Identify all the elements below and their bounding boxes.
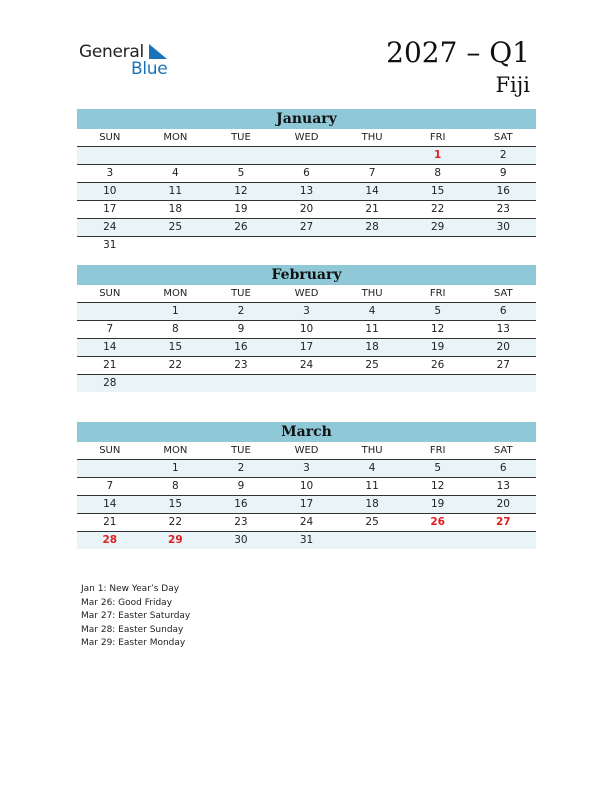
day-cell: 25 — [365, 516, 379, 528]
weekday-label: MON — [163, 288, 188, 299]
day-cell — [405, 375, 471, 392]
day-cell — [143, 147, 209, 164]
day-cell — [405, 237, 471, 254]
day-cell — [470, 532, 536, 549]
weekday-label: WED — [294, 288, 319, 299]
weekday-label: THU — [361, 132, 383, 143]
day-cell: 6 — [499, 462, 507, 474]
week-row — [77, 496, 536, 514]
day-cell: 31 — [299, 534, 314, 546]
day-cell — [274, 147, 340, 164]
day-cell: 24 — [299, 359, 314, 371]
weekday-label: FRI — [429, 288, 446, 299]
day-cell: 6 — [499, 305, 507, 317]
weekday-header-row — [77, 285, 536, 303]
day-cell: 8 — [172, 480, 179, 492]
day-cell: 4 — [368, 462, 376, 474]
day-cell: 17 — [103, 203, 117, 215]
week-row — [77, 165, 536, 183]
day-cell — [339, 375, 405, 392]
month-name: January — [77, 109, 536, 129]
day-cell: 27 — [496, 359, 510, 371]
day-cell: 1 — [172, 305, 179, 317]
weekday-label: SAT — [493, 132, 513, 143]
holiday-note: Mar 28: Easter Sunday — [81, 624, 184, 635]
day-cell: 5 — [237, 167, 245, 179]
day-cell — [208, 375, 274, 392]
holiday-day-cell: 28 — [102, 534, 118, 546]
day-cell: 13 — [299, 185, 314, 197]
day-cell: 12 — [430, 480, 445, 492]
day-cell: 19 — [430, 341, 445, 353]
day-cell — [77, 147, 143, 164]
day-cell: 3 — [303, 462, 310, 474]
day-cell: 15 — [168, 341, 183, 353]
day-cell: 18 — [365, 498, 379, 510]
week-row — [77, 219, 536, 237]
weekday-label: WED — [294, 445, 319, 456]
weekday-label: WED — [294, 132, 319, 143]
day-cell: 31 — [103, 239, 117, 251]
holiday-note: Mar 27: Easter Saturday — [81, 611, 191, 621]
day-cell: 13 — [496, 323, 510, 335]
day-cell — [339, 532, 405, 549]
logo-blue-text: Blue — [131, 59, 168, 79]
day-cell — [274, 375, 340, 392]
day-cell: 7 — [368, 167, 376, 179]
holiday-note: Mar 29: Easter Monday — [81, 638, 186, 648]
page-title: 2027 – Q1 — [386, 36, 530, 69]
week-row — [77, 514, 536, 532]
day-cell: 24 — [299, 516, 314, 528]
week-row — [77, 237, 536, 254]
month-name: February — [77, 265, 536, 285]
day-cell: 26 — [234, 221, 248, 233]
day-cell: 2 — [499, 149, 507, 161]
day-cell: 22 — [430, 203, 445, 215]
day-cell: 18 — [168, 203, 183, 215]
day-cell: 11 — [365, 480, 379, 492]
weekday-label: SUN — [99, 132, 121, 143]
day-cell: 3 — [106, 167, 114, 179]
day-cell — [470, 375, 536, 392]
day-cell: 30 — [496, 221, 510, 233]
day-cell: 30 — [234, 534, 248, 546]
day-cell: 16 — [496, 185, 510, 197]
holiday-day-cell: 26 — [430, 516, 445, 528]
day-cell — [405, 532, 471, 549]
day-cell: 28 — [103, 377, 117, 389]
logo-triangle-icon — [149, 44, 169, 60]
weekday-header-row — [77, 129, 536, 147]
day-cell: 22 — [168, 516, 183, 528]
day-cell: 17 — [299, 498, 314, 510]
weekday-label: SUN — [99, 445, 121, 456]
day-cell — [143, 375, 209, 392]
day-cell: 2 — [237, 305, 245, 317]
day-cell — [77, 460, 143, 477]
day-cell: 1 — [172, 462, 179, 474]
month-calendar-january — [77, 109, 536, 254]
holiday-note: Jan 1: New Year’s Day — [81, 584, 180, 594]
day-cell: 14 — [103, 498, 117, 510]
day-cell: 15 — [168, 498, 183, 510]
day-cell: 12 — [430, 323, 445, 335]
day-cell: 17 — [299, 341, 314, 353]
weekday-label: SAT — [493, 288, 513, 299]
day-cell: 23 — [234, 359, 248, 371]
day-cell: 16 — [234, 498, 248, 510]
day-cell: 10 — [103, 185, 117, 197]
day-cell: 25 — [365, 359, 379, 371]
day-cell: 5 — [434, 305, 442, 317]
day-cell: 29 — [430, 221, 445, 233]
weekday-label: SAT — [493, 445, 513, 456]
day-cell: 18 — [365, 341, 379, 353]
day-cell: 2 — [237, 462, 245, 474]
holiday-day-cell: 27 — [495, 516, 511, 528]
country-name: Fiji — [495, 73, 530, 97]
day-cell: 23 — [496, 203, 510, 215]
holiday-notes — [81, 583, 190, 651]
month-name: March — [77, 422, 536, 442]
week-row — [77, 532, 536, 549]
week-row — [77, 357, 536, 375]
day-cell: 19 — [234, 203, 248, 215]
weekday-label: MON — [163, 132, 188, 143]
week-row — [77, 478, 536, 496]
day-cell — [208, 237, 274, 254]
week-row — [77, 183, 536, 201]
day-cell: 14 — [365, 185, 379, 197]
day-cell: 9 — [237, 480, 245, 492]
weekday-label: TUE — [231, 445, 251, 456]
day-cell: 7 — [106, 480, 114, 492]
week-row — [77, 201, 536, 219]
day-cell: 21 — [103, 359, 117, 371]
week-row — [77, 375, 536, 392]
day-cell: 11 — [168, 185, 183, 197]
day-cell: 16 — [234, 341, 248, 353]
day-cell: 10 — [299, 323, 314, 335]
day-cell — [143, 237, 209, 254]
day-cell: 27 — [299, 221, 314, 233]
day-cell: 11 — [365, 323, 379, 335]
day-cell: 10 — [299, 480, 314, 492]
holiday-note: Mar 26: Good Friday — [81, 597, 173, 608]
weekday-header-row — [77, 442, 536, 460]
day-cell: 21 — [365, 203, 379, 215]
day-cell: 20 — [299, 203, 314, 215]
day-cell — [339, 147, 405, 164]
day-cell: 4 — [172, 167, 179, 179]
month-calendar-march — [77, 422, 536, 549]
day-cell: 28 — [365, 221, 379, 233]
day-cell: 13 — [496, 480, 510, 492]
day-cell: 8 — [434, 167, 442, 179]
month-calendar-february — [77, 265, 536, 392]
logo-general-text: General — [79, 42, 144, 62]
day-cell: 21 — [103, 516, 117, 528]
weekday-label: MON — [163, 445, 188, 456]
holiday-day-cell: 29 — [168, 534, 183, 546]
day-cell: 9 — [237, 323, 245, 335]
weekday-label: THU — [361, 288, 383, 299]
day-cell — [274, 237, 340, 254]
week-row — [77, 147, 536, 165]
day-cell: 15 — [430, 185, 445, 197]
day-cell: 23 — [234, 516, 248, 528]
day-cell: 5 — [434, 462, 442, 474]
weekday-label: SUN — [99, 288, 121, 299]
day-cell — [208, 147, 274, 164]
weekday-label: FRI — [429, 445, 446, 456]
day-cell: 25 — [168, 221, 183, 233]
day-cell: 26 — [430, 359, 445, 371]
day-cell: 20 — [496, 341, 510, 353]
week-row — [77, 460, 536, 478]
day-cell — [339, 237, 405, 254]
weekday-label: TUE — [231, 288, 251, 299]
day-cell: 24 — [103, 221, 117, 233]
day-cell: 4 — [368, 305, 376, 317]
day-cell: 14 — [103, 341, 117, 353]
day-cell — [77, 303, 143, 320]
day-cell: 12 — [234, 185, 248, 197]
day-cell: 7 — [106, 323, 114, 335]
week-row — [77, 321, 536, 339]
weekday-label: THU — [361, 445, 383, 456]
weekday-label: FRI — [429, 132, 446, 143]
day-cell: 8 — [172, 323, 179, 335]
weekday-label: TUE — [231, 132, 251, 143]
generalblue-logo — [79, 42, 189, 82]
day-cell: 9 — [499, 167, 507, 179]
week-row — [77, 303, 536, 321]
holiday-day-cell: 1 — [434, 149, 442, 161]
week-row — [77, 339, 536, 357]
day-cell: 19 — [430, 498, 445, 510]
day-cell: 6 — [303, 167, 310, 179]
day-cell: 3 — [303, 305, 310, 317]
day-cell: 22 — [168, 359, 183, 371]
day-cell: 20 — [496, 498, 510, 510]
day-cell — [470, 237, 536, 254]
